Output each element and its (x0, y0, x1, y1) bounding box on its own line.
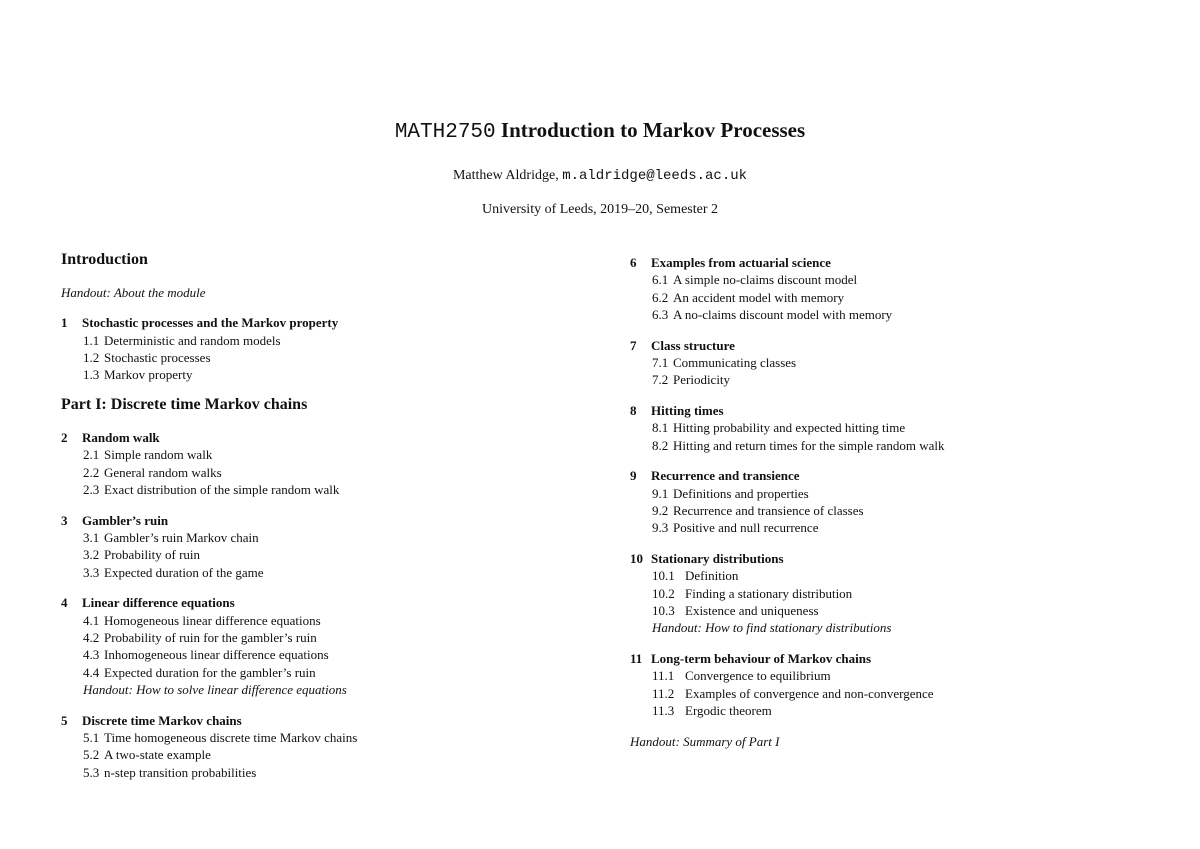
subsection-number: 6.3 (652, 306, 669, 322)
subsection-number: 11.2 (652, 685, 675, 701)
subsection-item[interactable] (630, 685, 1150, 702)
contents-right-column (630, 254, 1150, 750)
section-number: 5 (61, 712, 68, 728)
author-email[interactable]: m.aldridge@leeds.ac.uk (562, 168, 748, 184)
section-title: Stationary distributions (651, 551, 784, 567)
toc-section (630, 467, 1150, 536)
module-title: Introduction to Markov Processes (500, 118, 806, 142)
subsection-item[interactable] (61, 646, 581, 663)
subsection-title: Simple random walk (104, 447, 213, 463)
subsection-number: 4.1 (83, 612, 100, 628)
subsection-title: A no-claims discount model with memory (673, 306, 893, 322)
subsection-number: 1.3 (83, 367, 100, 383)
handout-link[interactable]: Handout: About the module (61, 284, 206, 300)
section-number: 1 (61, 315, 68, 331)
subsection-number: 11.3 (652, 703, 675, 719)
section-number: 8 (630, 403, 637, 419)
author-name: Matthew Aldridge, (452, 168, 563, 183)
part-heading: Part I: Discrete time Markov chains (61, 396, 308, 414)
section-title: Long-term behaviour of Markov chains (651, 651, 872, 667)
subsection-item[interactable] (630, 585, 1150, 602)
subsection-title: Finding a stationary distribution (685, 585, 853, 601)
subsection-item[interactable] (630, 667, 1150, 684)
document-title (0, 118, 1200, 144)
subsection-item[interactable] (630, 519, 1150, 536)
handout-link[interactable]: Handout: How to find stationary distributions (652, 620, 892, 636)
subsection-number: 9.2 (652, 503, 669, 519)
subsection-item[interactable] (630, 567, 1150, 584)
subsection-title: Existence and uniqueness (685, 603, 819, 619)
subsection-item[interactable] (61, 629, 581, 646)
subsection-number: 3.2 (83, 547, 100, 563)
section-heading[interactable] (630, 402, 1150, 419)
subsection-item[interactable] (61, 332, 581, 349)
subsection-item[interactable] (61, 664, 581, 681)
subsection-item[interactable] (630, 271, 1150, 288)
subsection-title: A two-state example (104, 747, 211, 763)
section-heading[interactable] (630, 467, 1150, 484)
subsection-title: Inhomogeneous linear difference equations (104, 647, 329, 663)
subsection-item[interactable] (630, 502, 1150, 519)
toc-section (61, 512, 581, 581)
subsection-title: Definitions and properties (673, 485, 809, 501)
subsection-number: 6.2 (652, 289, 669, 305)
section-number: 7 (630, 337, 637, 353)
subsection-title: Examples of convergence and non-convergence (685, 685, 934, 701)
subsection-number: 2.1 (83, 447, 100, 463)
subsection-number: 5.3 (83, 764, 100, 780)
section-title: Hitting times (651, 403, 724, 419)
subsection-number: 2.3 (83, 481, 100, 497)
section-number: 11 (630, 651, 643, 667)
section-heading[interactable] (630, 337, 1150, 354)
section-title: Linear difference equations (82, 595, 235, 611)
section-number: 4 (61, 595, 68, 611)
subsection-item[interactable] (630, 419, 1150, 436)
subsection-number: 10.1 (652, 568, 675, 584)
subsection-number: 9.3 (652, 520, 669, 536)
toc-section (630, 337, 1150, 389)
subsection-title: General random walks (104, 464, 222, 480)
section-heading[interactable] (61, 314, 581, 331)
toc-section (630, 550, 1150, 636)
section-number: 2 (61, 429, 68, 445)
section-title: Recurrence and transience (651, 468, 800, 484)
subsection-item[interactable] (630, 371, 1150, 388)
section-heading[interactable] (61, 594, 581, 611)
section-number: 10 (630, 551, 643, 567)
section-heading[interactable] (630, 254, 1150, 271)
toc-section (630, 650, 1150, 719)
subsection-number: 5.2 (83, 747, 100, 763)
section-title: Class structure (651, 337, 735, 353)
subsection-item[interactable] (61, 546, 581, 563)
section-number: 6 (630, 255, 637, 270)
toc-section (61, 314, 581, 383)
subsection-title: Markov property (104, 367, 193, 383)
subsection-title: Ergodic theorem (685, 703, 772, 719)
toc-section (630, 254, 1150, 323)
contents-left-column (61, 250, 581, 781)
subsection-number: 3.3 (83, 564, 100, 580)
subsection-number: 10.2 (652, 585, 675, 601)
subsection-item[interactable] (61, 612, 581, 629)
subsection-number: 6.1 (652, 272, 669, 288)
subsection-number: 10.3 (652, 603, 675, 619)
subsection-item[interactable] (61, 446, 581, 463)
section-heading[interactable] (61, 712, 581, 729)
subsection-number: 4.2 (83, 629, 100, 645)
section-title: Gambler’s ruin (82, 512, 169, 528)
toc-section (630, 402, 1150, 454)
subsection-item[interactable] (630, 289, 1150, 306)
subsection-title: Probability of ruin (104, 547, 201, 563)
subsection-title: Exact distribution of the simple random walk (104, 481, 340, 497)
section-title: Random walk (82, 429, 160, 445)
subsection-title: n-step transition probabilities (104, 764, 257, 780)
subsection-item[interactable] (630, 306, 1150, 323)
subsection-number: 2.2 (83, 464, 100, 480)
subsection-number: 5.1 (83, 729, 100, 745)
subsection-item[interactable] (630, 354, 1150, 371)
subsection-item[interactable] (630, 702, 1150, 719)
subsection-title: Positive and null recurrence (673, 520, 819, 536)
subsection-item[interactable] (61, 764, 581, 781)
subsection-number: 7.2 (652, 372, 669, 388)
section-title: Stochastic processes and the Markov property (82, 315, 339, 331)
section-number: 9 (630, 468, 637, 484)
subsection-item[interactable] (61, 366, 581, 383)
subsection-title: Stochastic processes (104, 349, 211, 365)
subsection-item[interactable] (61, 729, 581, 746)
subsection-title: Recurrence and transience of classes (673, 503, 864, 519)
subsection-number: 8.1 (652, 420, 669, 436)
institution-line: University of Leeds, 2019–20, Semester 2 (481, 202, 718, 217)
subsection-title: Gambler’s ruin Markov chain (104, 529, 259, 545)
subsection-item[interactable] (630, 485, 1150, 502)
toc-section (61, 429, 581, 498)
subsection-title: Time homogeneous discrete time Markov chains (104, 729, 358, 745)
section-heading[interactable] (61, 512, 581, 529)
section-number: 3 (61, 512, 68, 528)
subsection-number: 4.4 (83, 664, 100, 680)
subsection-number: 9.1 (652, 485, 669, 501)
subsection-title: Convergence to equilibrium (685, 668, 831, 684)
subsection-title: Expected duration of the game (104, 564, 264, 580)
toc-section (61, 712, 581, 781)
toc-section (61, 594, 581, 698)
subsection-item[interactable] (61, 564, 581, 581)
subsection-title: Hitting probability and expected hitting time (673, 420, 906, 436)
subsection-title: A simple no-claims discount model (673, 272, 858, 288)
section-heading[interactable] (630, 650, 1150, 667)
section-title: Discrete time Markov chains (82, 712, 242, 728)
subsection-item[interactable] (630, 602, 1150, 619)
subsection-title: Definition (685, 568, 739, 584)
subsection-title: An accident model with memory (673, 289, 845, 305)
subsection-number: 3.1 (83, 529, 100, 545)
subsection-title: Expected duration for the gambler’s ruin (104, 664, 316, 680)
subsection-title: Probability of ruin for the gambler’s ruin (104, 629, 317, 645)
subsection-item[interactable] (61, 464, 581, 481)
part-heading: Introduction (61, 251, 148, 268)
module-code: MATH2750 (394, 121, 496, 144)
subsection-number: 1.2 (83, 349, 100, 365)
subsection-number: 1.1 (83, 332, 100, 348)
handout-link[interactable]: Handout: Summary of Part I (630, 733, 780, 749)
subsection-item[interactable] (61, 349, 581, 366)
subsection-title: Homogeneous linear difference equations (104, 612, 321, 628)
subsection-item[interactable] (61, 746, 581, 763)
subsection-title: Communicating classes (673, 354, 797, 370)
subsection-number: 8.2 (652, 437, 669, 453)
subsection-item[interactable] (630, 437, 1150, 454)
subsection-number: 7.1 (652, 354, 669, 370)
subsection-title: Hitting and return times for the simple random walk (673, 437, 945, 453)
author-line (0, 168, 1200, 184)
handout-link[interactable]: Handout: How to solve linear difference equations (83, 681, 347, 697)
section-title: Examples from actuarial science (651, 255, 831, 270)
subsection-number: 11.1 (652, 668, 675, 684)
subsection-number: 4.3 (83, 647, 100, 663)
subsection-title: Deterministic and random models (104, 332, 281, 348)
subsection-title: Periodicity (673, 372, 731, 388)
section-heading[interactable] (61, 429, 581, 446)
subsection-item[interactable] (61, 529, 581, 546)
subsection-item[interactable] (61, 481, 581, 498)
section-heading[interactable] (630, 550, 1150, 567)
